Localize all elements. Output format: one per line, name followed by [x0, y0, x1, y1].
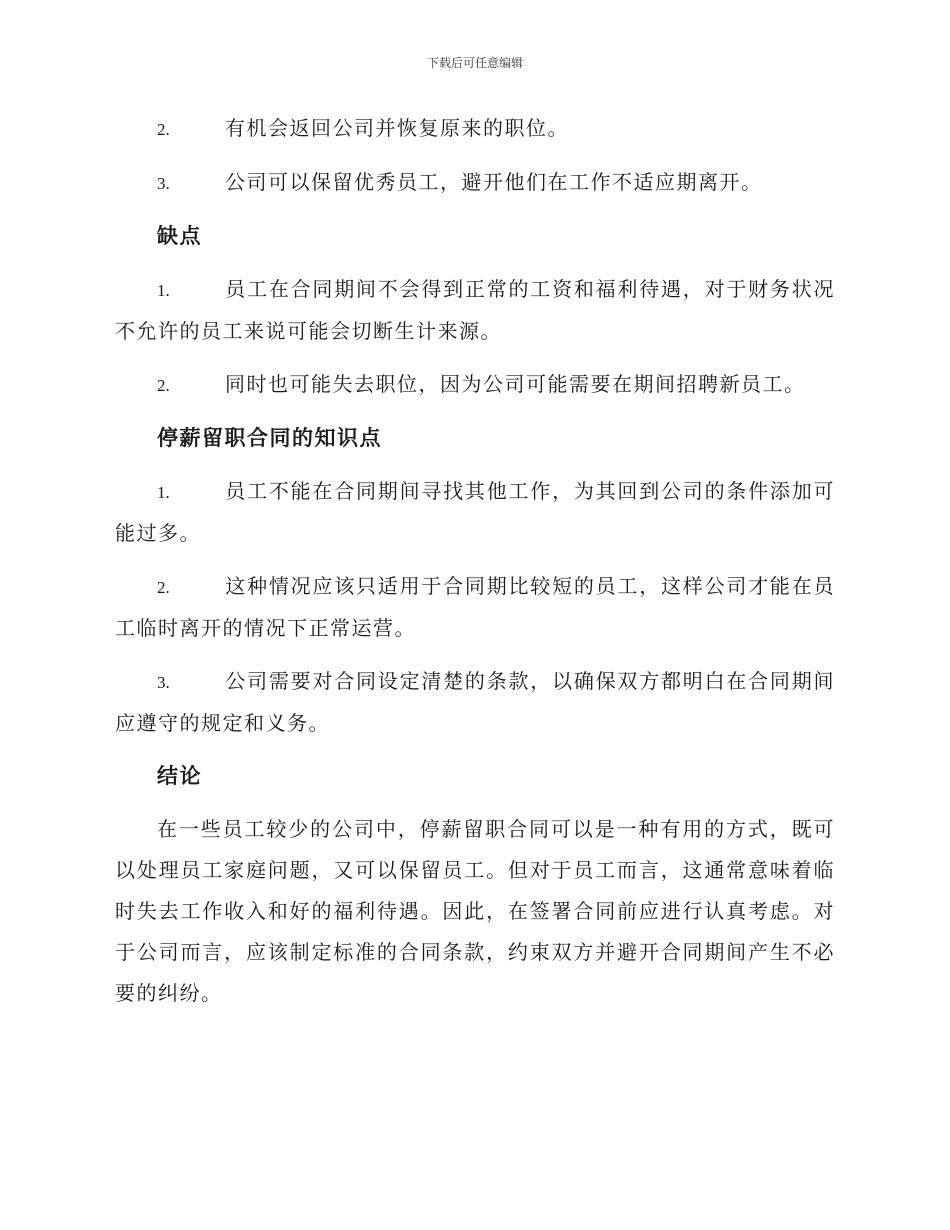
list-text: 员工在合同期间不会得到正常的工资和福利待遇，对于财务状况不允许的员工来说可能会切断生计来源。: [115, 277, 835, 343]
list-text: 公司可以保留优秀员工，避开他们在工作不适应期离开。: [225, 170, 763, 194]
section-heading-conclusion: 结论: [157, 764, 202, 788]
list-number: 3.: [157, 673, 170, 692]
list-number: 2.: [157, 120, 170, 139]
list-number: 1.: [157, 483, 170, 502]
list-text: 这种情况应该只适用于合同期比较短的员工，这样公司才能在员工临时离开的情况下正常运营。: [115, 574, 835, 640]
section-heading-knowledge: 停薪留职合同的知识点: [157, 426, 382, 450]
list-item-know-2: [115, 566, 835, 649]
list-item-dis-2: [115, 364, 835, 406]
section-heading-disadvantages: 缺点: [157, 224, 202, 248]
list-item-adv-3: [115, 162, 835, 204]
list-item-know-3: [115, 661, 835, 744]
list-text: 员工不能在合同期间寻找其他工作，为其回到公司的条件添加可能过多。: [115, 479, 835, 545]
list-number: 2.: [157, 578, 170, 597]
list-text: 公司需要对合同设定清楚的条款，以确保双方都明白在合同期间应遵守的规定和义务。: [115, 669, 835, 735]
list-item-adv-2: [115, 108, 835, 150]
list-item-know-1: [115, 471, 835, 554]
list-text: 有机会返回公司并恢复原来的职位。: [225, 116, 569, 140]
list-number: 2.: [157, 376, 170, 395]
page-header: 下载后可任意编辑: [426, 56, 523, 70]
list-text: 同时也可能失去职位，因为公司可能需要在期间招聘新员工。: [225, 372, 806, 396]
list-number: 3.: [157, 174, 170, 193]
conclusion-paragraph: 在一些员工较少的公司中，停薪留职合同可以是一种有用的方式，既可以处理员工家庭问题，又可以保留员工。但对于员工而言，这通常意味着临时失去工作收入和好的福利待遇。因此，在签署合同前应进行认真考虑。对于公司而言，应该制定标准的合同条款，约束双方并避开合同期间产生不必要的纠纷。: [115, 817, 835, 1005]
document-body: [115, 108, 835, 1026]
list-item-dis-1: [115, 269, 835, 352]
list-number: 1.: [157, 281, 170, 300]
